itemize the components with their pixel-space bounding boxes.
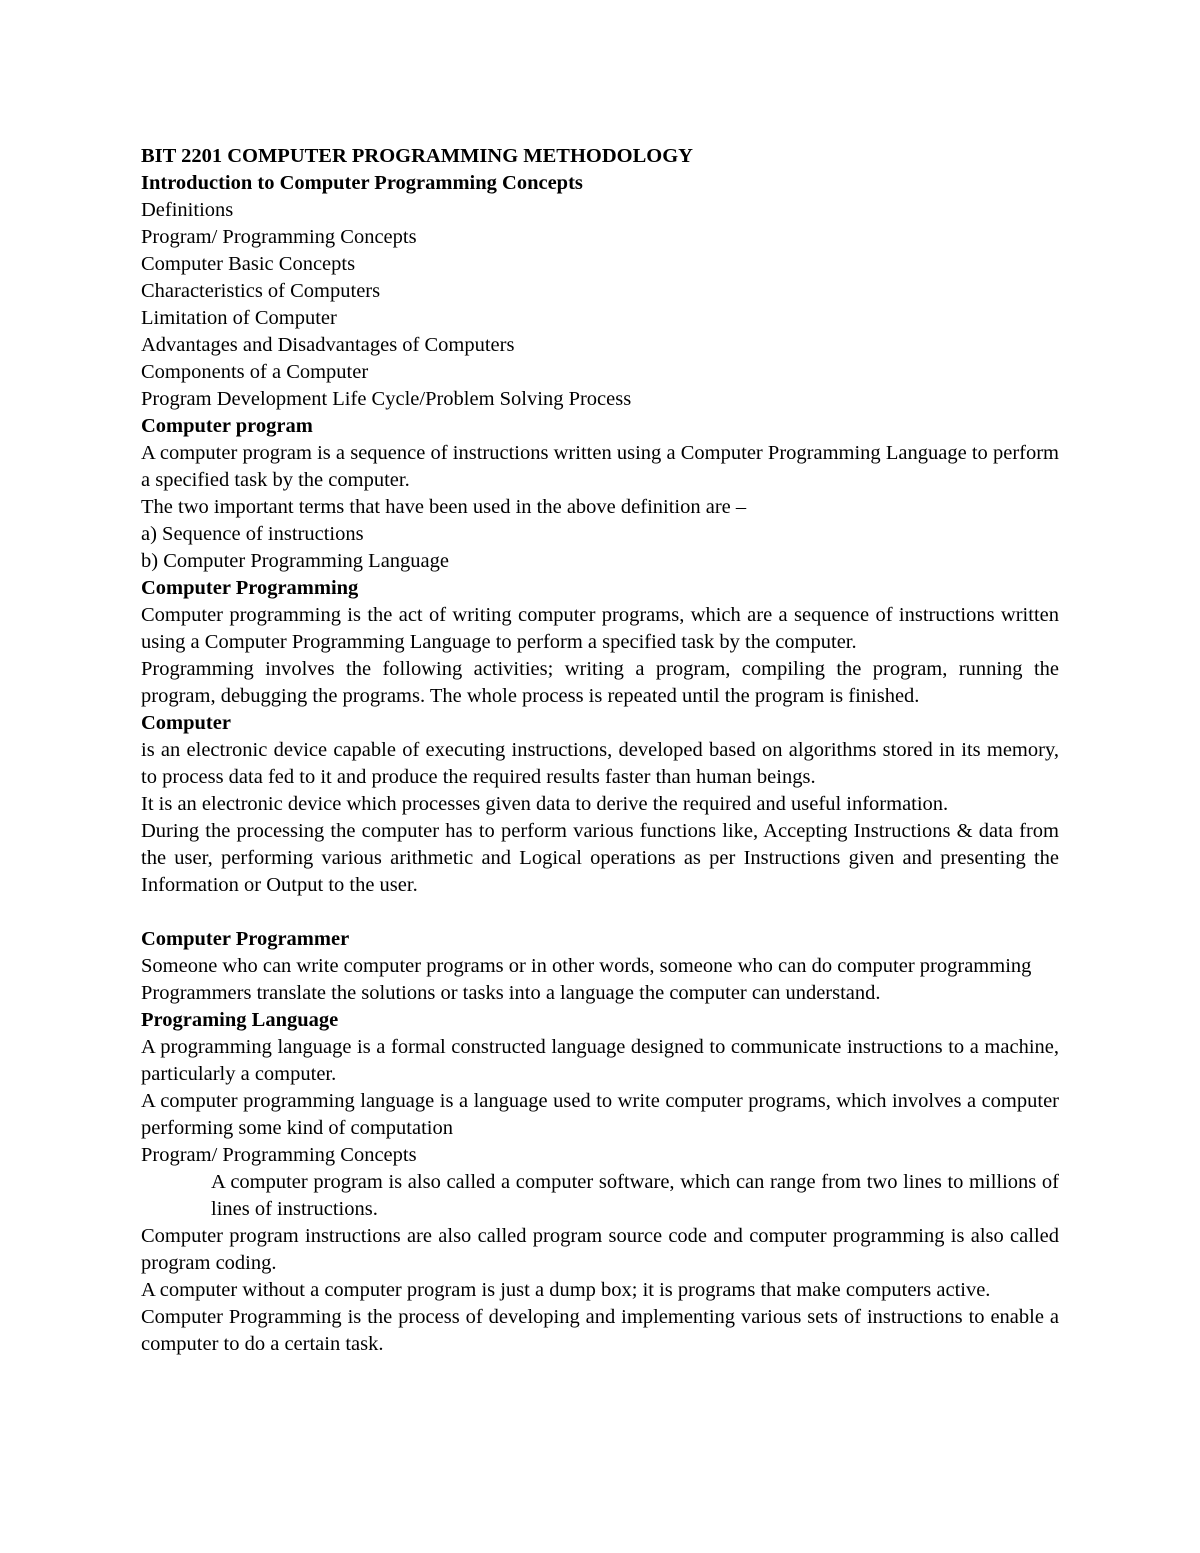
computer-definition: is an electronic device capable of executing instructions, developed based on algorithms stored in its memory, to process data fed to it and produce the required results faster than human beings. xyxy=(141,739,1059,788)
computer-programming-heading: Computer Programming xyxy=(141,577,359,599)
computer-processes: It is an electronic device which processes given data to derive the required and useful information. xyxy=(141,793,949,815)
topic-item: Computer Basic Concepts xyxy=(141,253,356,275)
topic-item: Advantages and Disadvantages of Computers xyxy=(141,334,515,356)
terms-intro: The two important terms that have been used in the above definition are – xyxy=(141,496,747,518)
topic-item: Program Development Life Cycle/Problem Solving Process xyxy=(141,388,632,410)
programming-language-heading: Programing Language xyxy=(141,1009,339,1031)
programming-activities: Programming involves the following activities; writing a program, compiling the program, running the program, debugging the programs. The whole process is repeated until the program is finished. xyxy=(141,658,1059,707)
blank-line xyxy=(141,899,1059,926)
topic-item: Limitation of Computer xyxy=(141,307,337,329)
topic-item: Characteristics of Computers xyxy=(141,280,381,302)
program-concepts-label: Program/ Programming Concepts xyxy=(141,1144,417,1166)
computer-program-definition: A computer program is a sequence of instructions written using a Computer Programming Language to perform a specified task by the computer. xyxy=(141,442,1059,491)
intro-heading: Introduction to Computer Programming Concepts xyxy=(141,172,583,194)
document-page xyxy=(141,143,1059,1358)
topic-item: Program/ Programming Concepts xyxy=(141,226,417,248)
program-source-code: Computer program instructions are also called program source code and computer programming is also called program coding. xyxy=(141,1225,1059,1274)
programming-language-definition: A programming language is a formal constructed language designed to communicate instructions to a machine, particularly a computer. xyxy=(141,1036,1059,1085)
document-title: BIT 2201 COMPUTER PROGRAMMING METHODOLOGY xyxy=(141,145,693,167)
program-software: A computer program is also called a computer software, which can range from two lines to millions of lines of instructions. xyxy=(211,1171,1059,1220)
term-a: a) Sequence of instructions xyxy=(141,523,364,545)
computer-functions: During the processing the computer has to perform various functions like, Accepting Instructions & data from the user, performing various arithmetic and Logical operations as per Instructions given and presenting the Information or Output to the user. xyxy=(141,820,1059,896)
computer-programmer-definition: Someone who can write computer programs or in other words, someone who can do computer programming xyxy=(141,955,1032,977)
computer-heading: Computer xyxy=(141,712,231,734)
term-b: b) Computer Programming Language xyxy=(141,550,450,572)
programmer-translate: Programmers translate the solutions or tasks into a language the computer can understand. xyxy=(141,982,881,1004)
topic-item: Components of a Computer xyxy=(141,361,369,383)
program-dump-box: A computer without a computer program is just a dump box; it is programs that make computers active. xyxy=(141,1279,991,1301)
programming-process: Computer Programming is the process of developing and implementing various sets of instructions to enable a computer to do a certain task. xyxy=(141,1306,1059,1355)
computer-programmer-heading: Computer Programmer xyxy=(141,928,350,950)
computer-programming-definition: Computer programming is the act of writing computer programs, which are a sequence of instructions written using a Computer Programming Language to perform a specified task by the computer. xyxy=(141,604,1059,653)
topic-item: Definitions xyxy=(141,199,234,221)
computer-program-heading: Computer program xyxy=(141,415,313,437)
programming-language-definition-2: A computer programming language is a language used to write computer programs, which involves a computer performing some kind of computation xyxy=(141,1090,1059,1139)
